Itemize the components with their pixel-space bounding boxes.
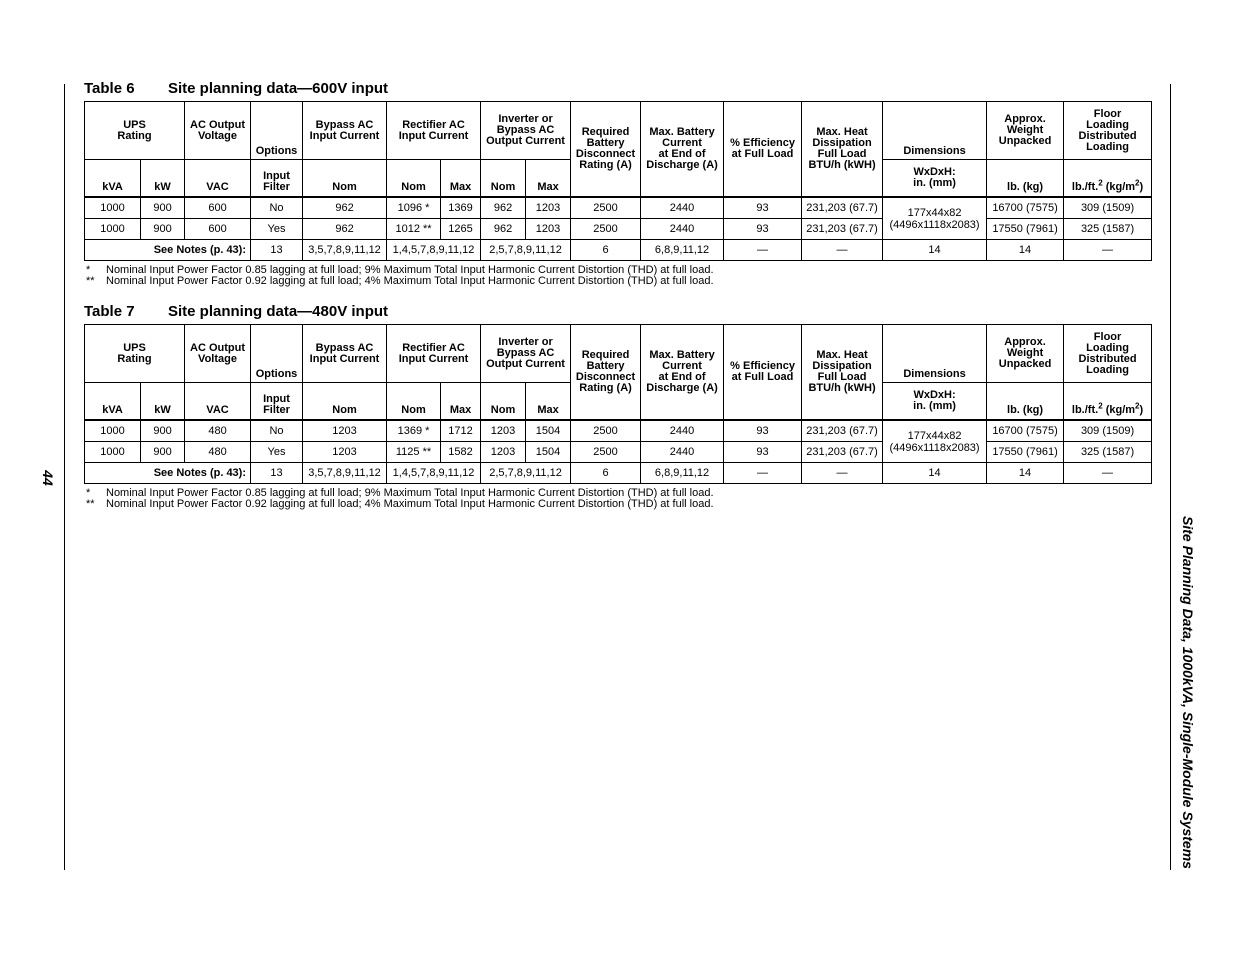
footnote bbox=[84, 499, 1151, 510]
cell-inv-nom: 962 bbox=[481, 197, 526, 219]
cell-dimensions: 177x44x82 (4496x1118x2083) bbox=[883, 197, 987, 240]
notes-cell-options: 13 bbox=[251, 463, 303, 484]
cell-eff: 93 bbox=[724, 197, 802, 219]
footnote-text: Nominal Input Power Factor 0.92 lagging at full load; 4% Maximum Total Input Harmonic Current Distortion (THD) at full load. bbox=[106, 498, 714, 510]
header-rectifier-ac-input-current: Rectifier AC Input Current bbox=[387, 325, 481, 383]
floor-unit-part: ) bbox=[1139, 181, 1144, 193]
floor-unit-part: ) bbox=[1139, 404, 1144, 416]
notes-cell-inv: 2,5,7,8,9,11,12 bbox=[481, 463, 571, 484]
header-max-heat-dissipation: Max. Heat Dissipation Full Load BTU/h (kWH) bbox=[802, 102, 883, 198]
cell-bypass-nom: 962 bbox=[303, 219, 387, 240]
cell-eff: 93 bbox=[724, 219, 802, 240]
cell-weight: 17550 (7961) bbox=[987, 442, 1064, 463]
header-ac-output-voltage: AC Output Voltage bbox=[185, 325, 251, 383]
table-title: Site planning data—600V input bbox=[168, 80, 389, 97]
cell-rect-nom: 1369 * bbox=[387, 420, 441, 442]
notes-cell-inv: 2,5,7,8,9,11,12 bbox=[481, 240, 571, 261]
header-bypass-ac-input-current: Bypass AC Input Current bbox=[303, 325, 387, 383]
cell-floor: 325 (1587) bbox=[1064, 219, 1152, 240]
cell-heat: 231,203 (67.7) bbox=[802, 197, 883, 219]
subheader-vac: VAC bbox=[185, 383, 251, 421]
notes-cell-weight: 14 bbox=[987, 463, 1064, 484]
cell-heat: 231,203 (67.7) bbox=[802, 442, 883, 463]
cell-rect-nom: 1012 ** bbox=[387, 219, 441, 240]
floor-unit-part: (kg/m bbox=[1102, 181, 1136, 193]
subheader-inverter-max: Max bbox=[526, 160, 571, 198]
subheader-rectifier-max: Max bbox=[441, 160, 481, 198]
header-dimensions: Dimensions bbox=[883, 102, 987, 160]
cell-inv-max: 1203 bbox=[526, 219, 571, 240]
notes-cell-floor: — bbox=[1064, 240, 1152, 261]
floor-unit-part: (kg/m bbox=[1102, 404, 1136, 416]
table-6-block bbox=[84, 80, 1151, 287]
header-ups-rating: UPS Rating bbox=[85, 325, 185, 383]
header-approx-weight: Approx. Weight Unpacked bbox=[987, 325, 1064, 383]
subheader-weight-unit: lb. (kg) bbox=[987, 383, 1064, 421]
cell-filter: Yes bbox=[251, 219, 303, 240]
left-margin-rule bbox=[64, 84, 65, 870]
notes-cell-req: 6 bbox=[571, 240, 641, 261]
cell-rect-nom: 1096 * bbox=[387, 197, 441, 219]
header-inverter-output-current: Inverter or Bypass AC Output Current bbox=[481, 102, 571, 160]
header-efficiency: % Efficiency at Full Load bbox=[724, 325, 802, 421]
notes-cell-eff: — bbox=[724, 240, 802, 261]
notes-cell-maxbat: 6,8,9,11,12 bbox=[641, 240, 724, 261]
cell-rect-max: 1712 bbox=[441, 420, 481, 442]
cell-rect-nom: 1125 ** bbox=[387, 442, 441, 463]
notes-cell-bypass: 3,5,7,8,9,11,12 bbox=[303, 240, 387, 261]
subheader-weight-unit: lb. (kg) bbox=[987, 160, 1064, 198]
cell-kva: 1000 bbox=[85, 420, 141, 442]
footnote-text: Nominal Input Power Factor 0.92 lagging at full load; 4% Maximum Total Input Harmonic Current Distortion (THD) at full load. bbox=[106, 275, 714, 287]
header-options: Options bbox=[251, 325, 303, 383]
cell-inv-nom: 962 bbox=[481, 219, 526, 240]
subheader-rectifier-max: Max bbox=[441, 383, 481, 421]
footnote-mark: * bbox=[86, 487, 91, 499]
notes-cell-heat: — bbox=[802, 463, 883, 484]
cell-req: 2500 bbox=[571, 420, 641, 442]
site-planning-table bbox=[84, 324, 1152, 484]
header-options: Options bbox=[251, 102, 303, 160]
notes-cell-rect: 1,4,5,7,8,9,11,12 bbox=[387, 240, 481, 261]
table-title: Site planning data—480V input bbox=[168, 303, 389, 320]
cell-vac: 480 bbox=[185, 420, 251, 442]
floor-unit-part: 2 bbox=[1098, 178, 1103, 188]
table-row bbox=[85, 442, 1152, 463]
cell-heat: 231,203 (67.7) bbox=[802, 219, 883, 240]
subheader-floor-unit bbox=[1064, 160, 1152, 198]
cell-vac: 480 bbox=[185, 442, 251, 463]
cell-inv-nom: 1203 bbox=[481, 442, 526, 463]
header-required-battery-disconnect: Required Battery Disconnect Rating (A) bbox=[571, 102, 641, 198]
cell-floor: 309 (1509) bbox=[1064, 197, 1152, 219]
notes-cell-bypass: 3,5,7,8,9,11,12 bbox=[303, 463, 387, 484]
table-7-block bbox=[84, 303, 1151, 510]
subheader-wxdxh: WxDxH: in. (mm) bbox=[883, 383, 987, 421]
notes-cell-dim: 14 bbox=[883, 463, 987, 484]
subheader-inverter-nom: Nom bbox=[481, 383, 526, 421]
cell-weight: 17550 (7961) bbox=[987, 219, 1064, 240]
header-rectifier-ac-input-current: Rectifier AC Input Current bbox=[387, 102, 481, 160]
notes-row bbox=[85, 463, 1152, 484]
footnote-text: Nominal Input Power Factor 0.85 lagging at full load; 9% Maximum Total Input Harmonic Current Distortion (THD) at full load. bbox=[106, 487, 714, 499]
header-dimensions: Dimensions bbox=[883, 325, 987, 383]
footnote-text: Nominal Input Power Factor 0.85 lagging at full load; 9% Maximum Total Input Harmonic Current Distortion (THD) at full load. bbox=[106, 264, 714, 276]
cell-eff: 93 bbox=[724, 442, 802, 463]
subheader-rectifier-nom: Nom bbox=[387, 383, 441, 421]
cell-rect-max: 1369 bbox=[441, 197, 481, 219]
footnotes bbox=[84, 488, 1151, 510]
table-number: Table 7 bbox=[84, 303, 135, 320]
table-row bbox=[85, 420, 1152, 442]
cell-kw: 900 bbox=[141, 219, 185, 240]
cell-req: 2500 bbox=[571, 219, 641, 240]
notes-cell-dim: 14 bbox=[883, 240, 987, 261]
table-row bbox=[85, 197, 1152, 219]
table-caption bbox=[84, 80, 1151, 101]
subheader-kw: kW bbox=[141, 383, 185, 421]
subheader-input-filter: Input Filter bbox=[251, 383, 303, 421]
subheader-wxdxh: WxDxH: in. (mm) bbox=[883, 160, 987, 198]
notes-cell-label: See Notes (p. 43): bbox=[85, 240, 251, 261]
subheader-bypass-nom: Nom bbox=[303, 160, 387, 198]
notes-cell-heat: — bbox=[802, 240, 883, 261]
subheader-vac: VAC bbox=[185, 160, 251, 198]
subheader-rectifier-nom: Nom bbox=[387, 160, 441, 198]
floor-unit-part: 2 bbox=[1098, 401, 1103, 411]
header-max-heat-dissipation: Max. Heat Dissipation Full Load BTU/h (kWH) bbox=[802, 325, 883, 421]
header-floor-loading: Floor Loading Distributed Loading bbox=[1064, 325, 1152, 383]
cell-dimensions: 177x44x82 (4496x1118x2083) bbox=[883, 420, 987, 463]
subheader-input-filter: Input Filter bbox=[251, 160, 303, 198]
cell-kw: 900 bbox=[141, 420, 185, 442]
cell-filter: No bbox=[251, 420, 303, 442]
notes-cell-label: See Notes (p. 43): bbox=[85, 463, 251, 484]
header-bypass-ac-input-current: Bypass AC Input Current bbox=[303, 102, 387, 160]
floor-unit-part: lb./ft. bbox=[1071, 181, 1099, 193]
subheader-inverter-max: Max bbox=[526, 383, 571, 421]
floor-unit-part: lb./ft. bbox=[1071, 404, 1099, 416]
cell-maxbat: 2440 bbox=[641, 219, 724, 240]
header-inverter-output-current: Inverter or Bypass AC Output Current bbox=[481, 325, 571, 383]
cell-floor: 309 (1509) bbox=[1064, 420, 1152, 442]
cell-weight: 16700 (7575) bbox=[987, 197, 1064, 219]
footnote-mark: ** bbox=[86, 275, 95, 287]
footnote bbox=[84, 276, 1151, 287]
right-margin-rule bbox=[1170, 84, 1171, 870]
cell-filter: Yes bbox=[251, 442, 303, 463]
cell-inv-max: 1504 bbox=[526, 442, 571, 463]
page-number: 44 bbox=[39, 470, 56, 486]
cell-floor: 325 (1587) bbox=[1064, 442, 1152, 463]
subheader-inverter-nom: Nom bbox=[481, 160, 526, 198]
notes-cell-eff: — bbox=[724, 463, 802, 484]
cell-inv-max: 1504 bbox=[526, 420, 571, 442]
subheader-kw: kW bbox=[141, 160, 185, 198]
cell-rect-max: 1265 bbox=[441, 219, 481, 240]
footnote-mark: ** bbox=[86, 498, 95, 510]
cell-bypass-nom: 1203 bbox=[303, 442, 387, 463]
cell-kw: 900 bbox=[141, 442, 185, 463]
cell-inv-max: 1203 bbox=[526, 197, 571, 219]
cell-kva: 1000 bbox=[85, 219, 141, 240]
cell-weight: 16700 (7575) bbox=[987, 420, 1064, 442]
header-approx-weight: Approx. Weight Unpacked bbox=[987, 102, 1064, 160]
running-side-title: Site Planning Data, 1000kVA, Single-Module Systems bbox=[1180, 516, 1196, 869]
table-number: Table 6 bbox=[84, 80, 135, 97]
subheader-bypass-nom: Nom bbox=[303, 383, 387, 421]
cell-vac: 600 bbox=[185, 219, 251, 240]
floor-unit-part: 2 bbox=[1135, 401, 1140, 411]
notes-cell-rect: 1,4,5,7,8,9,11,12 bbox=[387, 463, 481, 484]
notes-cell-options: 13 bbox=[251, 240, 303, 261]
cell-bypass-nom: 1203 bbox=[303, 420, 387, 442]
cell-req: 2500 bbox=[571, 197, 641, 219]
header-required-battery-disconnect: Required Battery Disconnect Rating (A) bbox=[571, 325, 641, 421]
subheader-floor-unit bbox=[1064, 383, 1152, 421]
header-max-battery-current: Max. Battery Current at End of Discharge (A) bbox=[641, 102, 724, 198]
cell-filter: No bbox=[251, 197, 303, 219]
subheader-kva: kVA bbox=[85, 160, 141, 198]
cell-inv-nom: 1203 bbox=[481, 420, 526, 442]
cell-req: 2500 bbox=[571, 442, 641, 463]
cell-kva: 1000 bbox=[85, 442, 141, 463]
table-caption bbox=[84, 303, 1151, 324]
header-ac-output-voltage: AC Output Voltage bbox=[185, 102, 251, 160]
floor-unit-part: 2 bbox=[1135, 178, 1140, 188]
notes-cell-maxbat: 6,8,9,11,12 bbox=[641, 463, 724, 484]
cell-heat: 231,203 (67.7) bbox=[802, 420, 883, 442]
cell-maxbat: 2440 bbox=[641, 420, 724, 442]
site-planning-table bbox=[84, 101, 1152, 261]
notes-row bbox=[85, 240, 1152, 261]
cell-rect-max: 1582 bbox=[441, 442, 481, 463]
cell-maxbat: 2440 bbox=[641, 197, 724, 219]
cell-eff: 93 bbox=[724, 420, 802, 442]
footnote-mark: * bbox=[86, 264, 91, 276]
table-row bbox=[85, 219, 1152, 240]
header-ups-rating: UPS Rating bbox=[85, 102, 185, 160]
cell-maxbat: 2440 bbox=[641, 442, 724, 463]
notes-cell-floor: — bbox=[1064, 463, 1152, 484]
cell-vac: 600 bbox=[185, 197, 251, 219]
cell-kw: 900 bbox=[141, 197, 185, 219]
cell-bypass-nom: 962 bbox=[303, 197, 387, 219]
notes-cell-req: 6 bbox=[571, 463, 641, 484]
header-max-battery-current: Max. Battery Current at End of Discharge (A) bbox=[641, 325, 724, 421]
footnotes bbox=[84, 265, 1151, 287]
header-efficiency: % Efficiency at Full Load bbox=[724, 102, 802, 198]
subheader-kva: kVA bbox=[85, 383, 141, 421]
notes-cell-weight: 14 bbox=[987, 240, 1064, 261]
header-floor-loading: Floor Loading Distributed Loading bbox=[1064, 102, 1152, 160]
cell-kva: 1000 bbox=[85, 197, 141, 219]
